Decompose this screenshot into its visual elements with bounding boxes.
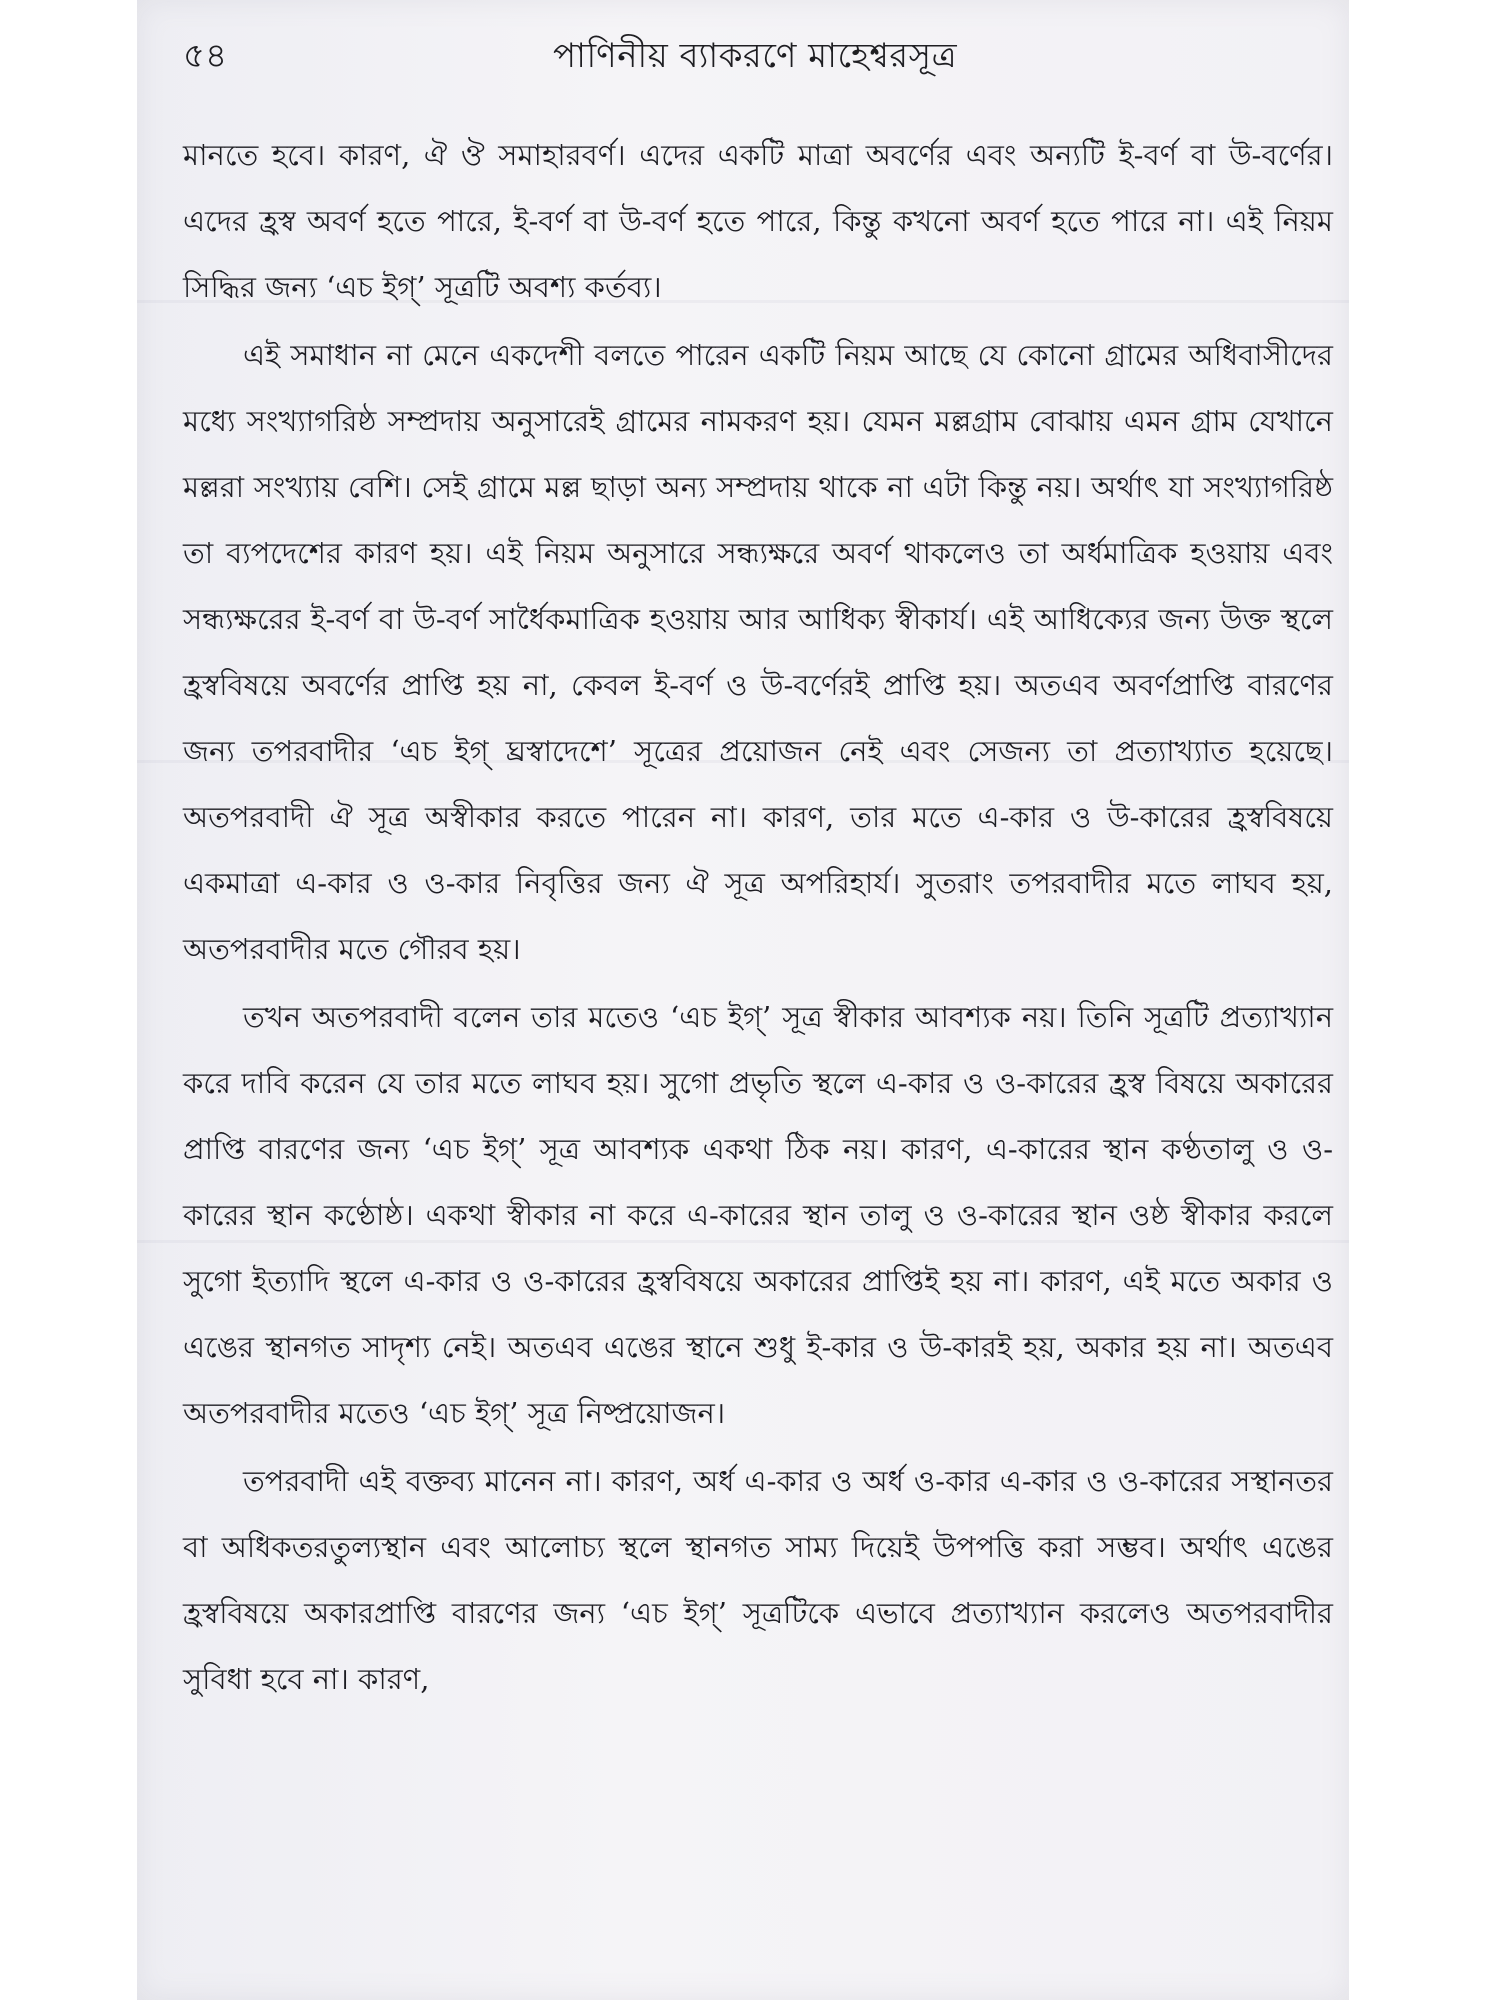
page-number: ৫৪: [183, 36, 228, 76]
book-page: [137, 0, 1349, 2000]
paragraph: তপরবাদী এই বক্তব্য মানেন না। কারণ, অর্ধ এ-কার ও অর্ধ ও-কার এ-কার ও ও-কারের সস্থানতর বা অধিকতরতুল্যস্থান এবং আলোচ্য স্থলে স্থানগত সাম্য দিয়েই উপপত্তি করা সম্ভব। অর্থাৎ এঙের হ্রস্ববিষয়ে অকারপ্রাপ্তি বারণের জন্য ‘এচ ইগ্’ সূত্রটিকে এভাবে প্রত্যাখ্যান করলেও অতপরবাদীর সুবিধা হবে না। কারণ,: [183, 1464, 1333, 1696]
page-body: [183, 122, 1333, 1714]
page-header: [183, 22, 1329, 82]
paragraph: মানতে হবে। কারণ, ঐ ঔ সমাহারবর্ণ। এদের একটি মাত্রা অবর্ণের এবং অন্যটি ই-বর্ণ বা উ-বর্ণের। এদের হ্রস্ব অবর্ণ হতে পারে, ই-বর্ণ বা উ-বর্ণ হতে পারে, কিন্তু কখনো অবর্ণ হতে পারে না। এই নিয়ম সিদ্ধির জন্য ‘এচ ইগ্’ সূত্রটি অবশ্য কর্তব্য।: [183, 138, 1333, 304]
paragraph: এই সমাধান না মেনে একদেশী বলতে পারেন একটি নিয়ম আছে যে কোনো গ্রামের অধিবাসীদের মধ্যে সংখ্যাগরিষ্ঠ সম্প্রদায় অনুসারেই গ্রামের নামকরণ হয়। যেমন মল্লগ্রাম বোঝায় এমন গ্রাম যেখানে মল্লরা সংখ্যায় বেশি। সেই গ্রামে মল্ল ছাড়া অন্য সম্প্রদায় থাকে না এটা কিন্তু নয়। অর্থাৎ যা সংখ্যাগরিষ্ঠ তা ব্যপদেশের কারণ হয়। এই নিয়ম অনুসারে সন্ধ্যক্ষরে অবর্ণ থাকলেও তা অর্ধমাত্রিক হওয়ায় এবং সন্ধ্যক্ষরের ই-বর্ণ বা উ-বর্ণ সার্ধৈকমাত্রিক হওয়ায় আর আধিক্য স্বীকার্য। এই আধিক্যের জন্য উক্ত স্থলে হ্রস্ববিষয়ে অবর্ণের প্রাপ্তি হয় না, কেবল ই-বর্ণ ও উ-বর্ণেরই প্রাপ্তি হয়। অতএব অবর্ণপ্রাপ্তি বারণের জন্য তপরবাদীর ‘এচ ইগ্ ঘ্রস্বাদেশে’ সূত্রের প্রয়োজন নেই এবং সেজন্য তা প্রত্যাখ্যাত হয়েছে। অতপরবাদী ঐ সূত্র অস্বীকার করতে পারেন না। কারণ, তার মতে এ-কার ও উ-কারের হ্রস্ববিষয়ে একমাত্রা এ-কার ও ও-কার নিবৃত্তির জন্য ঐ সূত্র অপরিহার্য। সুতরাং তপরবাদীর মতে লাঘব হয়, অতপরবাদীর মতে গৌরব হয়।: [183, 338, 1333, 966]
paragraph: তখন অতপরবাদী বলেন তার মতেও ‘এচ ইগ্’ সূত্র স্বীকার আবশ্যক নয়। তিনি সূত্রটি প্রত্যাখ্যান করে দাবি করেন যে তার মতে লাঘব হয়। সুগো প্রভৃতি স্থলে এ-কার ও ও-কারের হ্রস্ব বিষয়ে অকারের প্রাপ্তি বারণের জন্য ‘এচ ইগ্’ সূত্র আবশ্যক একথা ঠিক নয়। কারণ, এ-কারের স্থান কণ্ঠতালু ও ও-কারের স্থান কণ্ঠোষ্ঠ। একথা স্বীকার না করে এ-কারের স্থান তালু ও ও-কারের স্থান ওষ্ঠ স্বীকার করলে সুগো ইত্যাদি স্থলে এ-কার ও ও-কারের হ্রস্ববিষয়ে অকারের প্রাপ্তিই হয় না। কারণ, এই মতে অকার ও এঙের স্থানগত সাদৃশ্য নেই। অতএব এঙের স্থানে শুধু ই-কার ও উ-কারই হয়, অকার হয় না। অতএব অতপরবাদীর মতেও ‘এচ ইগ্’ সূত্র নিষ্প্রয়োজন।: [183, 1000, 1333, 1430]
running-title: পাণিনীয় ব্যাকরণে মাহেশ্বরসূত্র: [553, 36, 958, 76]
